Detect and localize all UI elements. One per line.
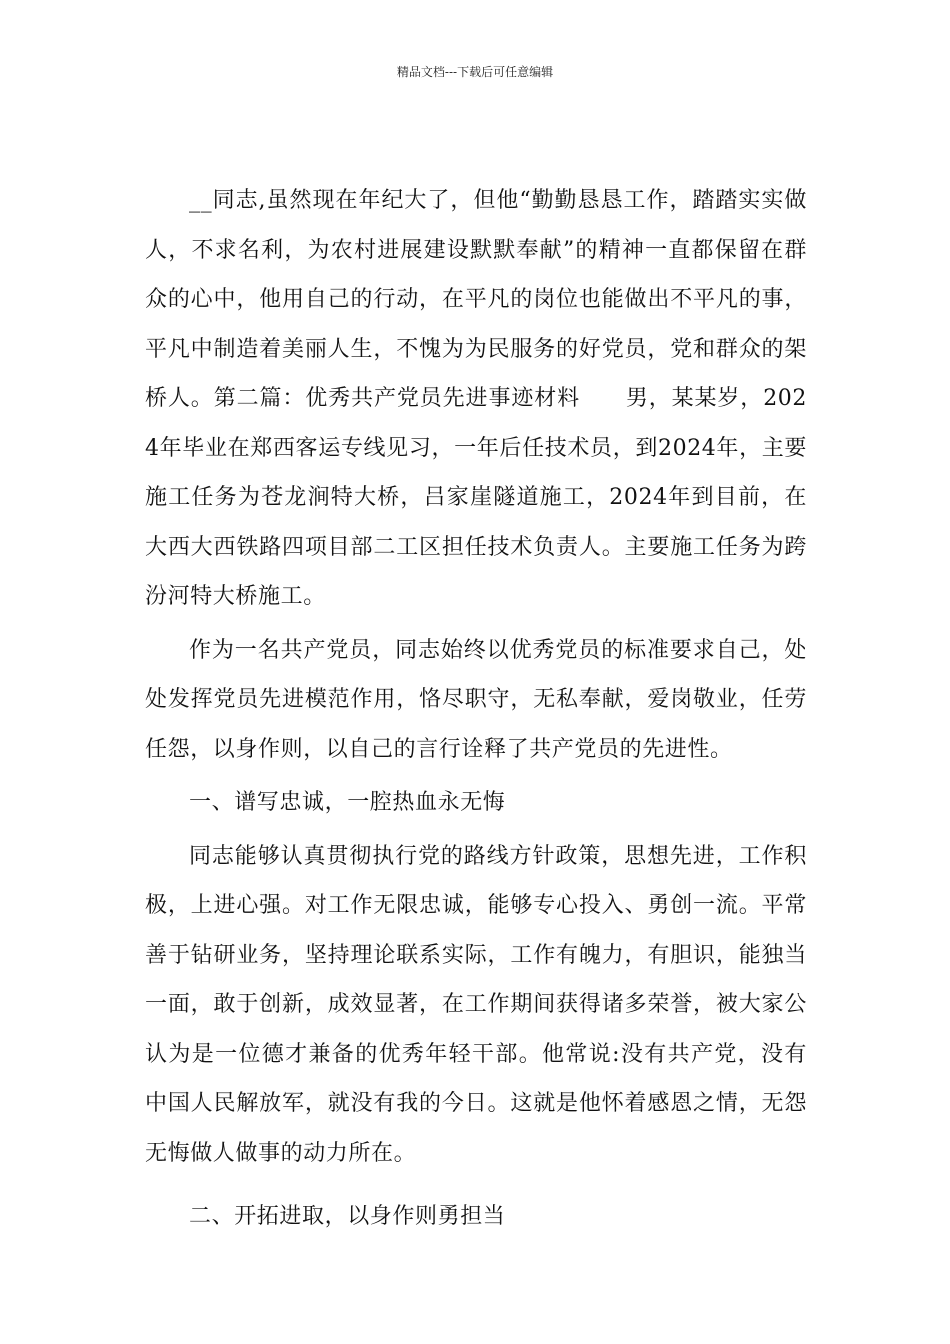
paragraph-1: __同志,虽然现在年纪大了，但他“勤勤恳恳工作，踏踏实实做人，不求名利，为农村进展建设默默奉献”的精神一直都保留在群众的心中，他用自己的行动，在平凡的岗位也能做出不平凡的事，平凡中制造着美丽人生，不愧为为民服务的好党员，党和群众的架桥人。第二篇：优秀共产党员先进事迹材料 男，某某岁，2024年毕业在郑西客运专线见习，一年后任技术员，到2024年，主要施工任务为苍龙涧特大桥，吕家崖隧道施工，2024年到目前，在大西大西铁路四项目部二工区担任技术负责人。主要施工任务为跨汾河特大桥施工。 [145,188,807,609]
paragraph-3: 同志能够认真贯彻执行党的路线方针政策，思想先进，工作积极，上进心强。对工作无限忠诚，能够专心投入、勇创一流。平常善于钻研业务，坚持理论联系实际，工作有魄力，有胆识，能独当一面，敢于创新，成效显著，在工作期间获得诸多荣誉，被大家公认为是一位德才兼备的优秀年轻干部。他常说:没有共产党，没有中国人民解放军，就没有我的今日。这就是他怀着感恩之情，无怨无悔做人做事的动力所在。 [145,843,807,1166]
paragraph-spacer [145,1178,807,1192]
section-heading-2: 二、开拓进取，以身作则勇担当 [189,1204,506,1229]
document-body [145,176,807,1242]
paragraph-2: 作为一名共产党员，同志始终以优秀党员的标准要求自己，处处发挥党员先进模范作用，恪尽职守，无私奉献，爱岗敬业，任劳任怨，以身作则，以自己的言行诠释了共产党员的先进性。 [145,637,807,762]
page-header: 精品文档---下载后可任意编辑 [396,65,554,79]
section-heading-1: 一、谱写忠诚，一腔热血永无悔 [189,790,506,815]
